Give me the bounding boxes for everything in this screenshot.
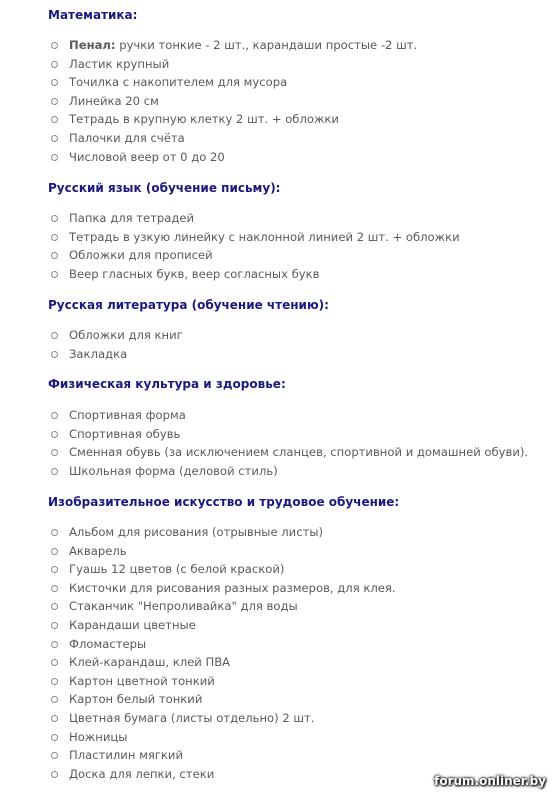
list-item: Карандаши цветные — [0, 616, 396, 635]
list-item: Картон белый тонкий — [0, 690, 396, 709]
list-item: Ножницы — [0, 728, 396, 747]
list-item: Пенал: ручки тонкие - 2 шт., карандаши простые -2 шт. — [0, 36, 417, 55]
list-item: Сменная обувь (за исключением сланцев, спортивной и домашней обуви). — [0, 443, 528, 462]
section-title-math: Математика: — [48, 8, 138, 22]
bullet-icon — [51, 412, 58, 419]
list-item: Линейка 20 см — [0, 92, 417, 111]
bullet-icon — [51, 529, 58, 536]
bullet-icon — [51, 548, 58, 555]
bullet-icon — [51, 42, 58, 49]
list-item: Пластилин мягкий — [0, 746, 396, 765]
bullet-icon — [51, 659, 58, 666]
bullet-icon — [51, 734, 58, 741]
bullet-icon — [51, 271, 58, 278]
list-item: Папка для тетрадей — [0, 209, 460, 228]
list-item: Доска для лепки, стеки — [0, 765, 396, 784]
list-item: Спортивная обувь — [0, 425, 528, 444]
bullet-icon — [51, 715, 58, 722]
bullet-icon — [51, 771, 58, 778]
bullet-icon — [51, 678, 58, 685]
bullet-icon — [51, 603, 58, 610]
list-item: Школьная форма (деловой стиль) — [0, 462, 528, 481]
list-item: Обложки для книг — [0, 326, 183, 345]
bullet-icon — [51, 351, 58, 358]
list-item: Точилка с накопителем для мусора — [0, 73, 417, 92]
list-item: Тетрадь в узкую линейку с наклонной линией 2 шт. + обложки — [0, 228, 460, 247]
list-item: Картон цветной тонкий — [0, 672, 396, 691]
list-item: Закладка — [0, 345, 183, 364]
bullet-icon — [51, 61, 58, 68]
list-item: Фломастеры — [0, 635, 396, 654]
bullet-icon — [51, 98, 58, 105]
bullet-icon — [51, 566, 58, 573]
list-item: Кисточки для рисования разных размеров, для клея. — [0, 579, 396, 598]
list-math — [0, 36, 417, 166]
list-item: Альбом для рисования (отрывные листы) — [0, 523, 396, 542]
bullet-icon — [51, 79, 58, 86]
watermark: forum.onliner.by — [434, 774, 546, 788]
list-item: Палочки для счёта — [0, 129, 417, 148]
list-item: Обложки для прописей — [0, 246, 460, 265]
bullet-icon — [51, 468, 58, 475]
list-item: Числовой веер от 0 до 20 — [0, 148, 417, 167]
bullet-icon — [51, 154, 58, 161]
list-item: Акварель — [0, 542, 396, 561]
section-title-physical-education: Физическая культура и здоровье: — [48, 377, 286, 391]
bullet-icon — [51, 116, 58, 123]
bullet-icon — [51, 449, 58, 456]
list-item: Гуашь 12 цветов (с белой краской) — [0, 560, 396, 579]
list-russian-reading — [0, 326, 183, 363]
list-item: Ластик крупный — [0, 55, 417, 74]
list-item: Цветная бумага (листы отдельно) 2 шт. — [0, 709, 396, 728]
bullet-icon — [51, 752, 58, 759]
bullet-icon — [51, 252, 58, 259]
bullet-icon — [51, 332, 58, 339]
list-physical-education — [0, 406, 528, 480]
list-item: Стаканчик "Непроливайка" для воды — [0, 597, 396, 616]
bullet-icon — [51, 696, 58, 703]
bullet-icon — [51, 234, 58, 241]
section-title-art-and-crafts: Изобразительное искусство и трудовое обучение: — [48, 495, 400, 509]
bullet-icon — [51, 215, 58, 222]
list-art-and-crafts — [0, 523, 396, 783]
section-title-russian-reading: Русская литература (обучение чтению): — [48, 298, 329, 312]
bullet-icon — [51, 641, 58, 648]
list-item: Веер гласных букв, веер согласных букв — [0, 265, 460, 284]
list-item: Клей-карандаш, клей ПВА — [0, 653, 396, 672]
list-item: Тетрадь в крупную клетку 2 шт. + обложки — [0, 110, 417, 129]
bullet-icon — [51, 431, 58, 438]
bullet-icon — [51, 585, 58, 592]
bullet-icon — [51, 622, 58, 629]
bullet-icon — [51, 135, 58, 142]
list-item: Спортивная форма — [0, 406, 528, 425]
section-title-russian-writing: Русский язык (обучение письму): — [48, 181, 281, 195]
list-russian-writing — [0, 209, 460, 283]
